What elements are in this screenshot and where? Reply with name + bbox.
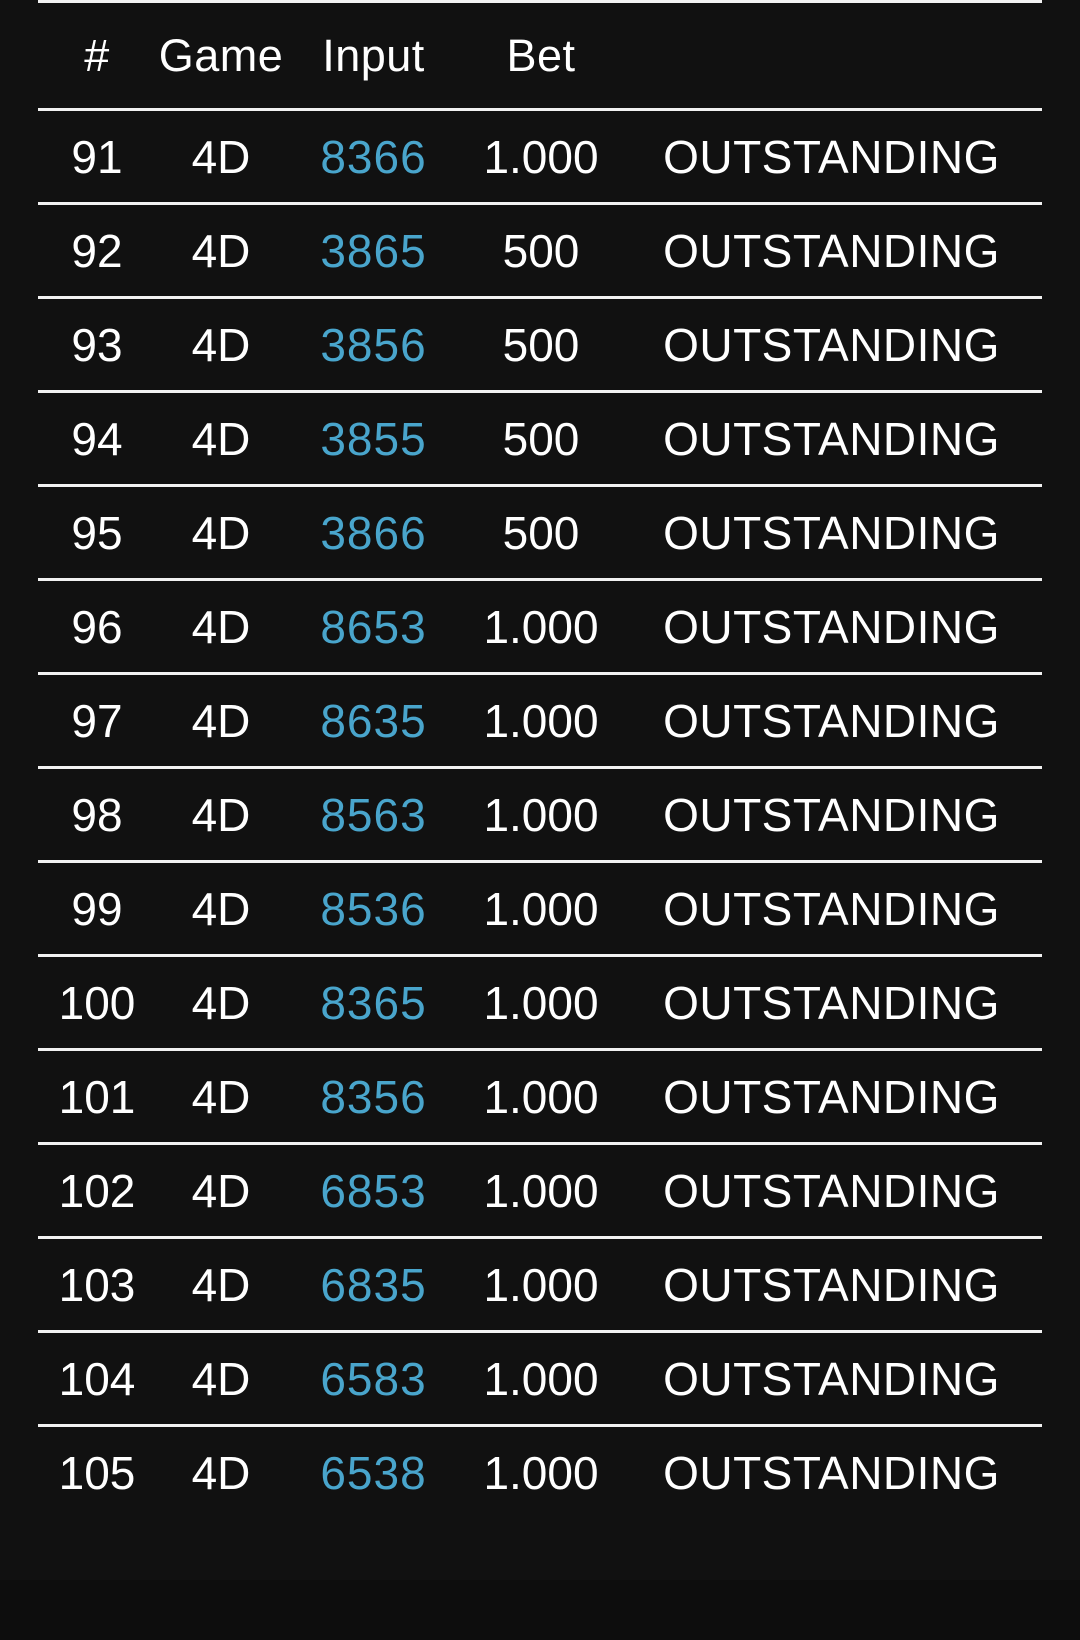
cell-input: 8563	[286, 768, 461, 862]
cell-input: 3856	[286, 298, 461, 392]
cell-input: 8635	[286, 674, 461, 768]
cell-status: OUTSTANDING	[621, 1238, 1042, 1332]
cell-game: 4D	[156, 486, 286, 580]
cell-input: 6853	[286, 1144, 461, 1238]
cell-input: 6835	[286, 1238, 461, 1332]
bottom-edge	[0, 1580, 1080, 1640]
cell-game: 4D	[156, 392, 286, 486]
cell-game: 4D	[156, 580, 286, 674]
cell-status: OUTSTANDING	[621, 298, 1042, 392]
cell-bet: 1.000	[461, 862, 621, 956]
cell-game: 4D	[156, 674, 286, 768]
cell-status: OUTSTANDING	[621, 486, 1042, 580]
cell-input: 8356	[286, 1050, 461, 1144]
table-row[interactable]	[38, 768, 1042, 862]
cell-index: 98	[38, 768, 156, 862]
cell-input: 3865	[286, 204, 461, 298]
cell-input: 6538	[320, 1447, 427, 1500]
cell-status: OUTSTANDING	[621, 1144, 1042, 1238]
cell-status: OUTSTANDING	[621, 1050, 1042, 1144]
cell-bet: 1.000	[461, 1238, 621, 1332]
table-header	[38, 2, 1042, 110]
table-row[interactable]	[38, 1144, 1042, 1238]
table-row[interactable]	[38, 580, 1042, 674]
table-row[interactable]	[38, 1050, 1042, 1144]
cell-input: 8366	[286, 110, 461, 204]
cell-game: 4D	[156, 204, 286, 298]
cell-bet: 500	[461, 298, 621, 392]
table-row[interactable]	[38, 1332, 1042, 1426]
table-row[interactable]	[38, 204, 1042, 298]
cell-bet: 1.000	[461, 1050, 621, 1144]
cell-index: 93	[38, 298, 156, 392]
cell-input: 8365	[286, 956, 461, 1050]
cell-index: 96	[38, 580, 156, 674]
column-header-index: #	[38, 2, 156, 110]
cell-index: 95	[38, 486, 156, 580]
cell-index: 91	[38, 110, 156, 204]
cell-status: OUTSTANDING	[621, 1332, 1042, 1426]
cell-index: 102	[38, 1144, 156, 1238]
cell-index: 103	[38, 1238, 156, 1332]
table-row[interactable]	[38, 298, 1042, 392]
cell-status: OUTSTANDING	[621, 204, 1042, 298]
bet-history-table	[38, 0, 1042, 1520]
cell-game: 4D	[156, 110, 286, 204]
cell-input: 6583	[286, 1332, 461, 1426]
cell-index: 104	[38, 1332, 156, 1426]
cell-game: 4D	[156, 298, 286, 392]
table-row[interactable]	[38, 392, 1042, 486]
table-row[interactable]	[38, 862, 1042, 956]
cell-game: 4D	[156, 862, 286, 956]
cell-bet: 1.000	[461, 956, 621, 1050]
cell-index: 101	[38, 1050, 156, 1144]
cell-bet: 1.000	[461, 674, 621, 768]
table-header-row	[38, 2, 1042, 110]
table-row[interactable]	[38, 486, 1042, 580]
column-header-input: Input	[286, 2, 461, 110]
cell-game: 4D	[156, 1050, 286, 1144]
column-header-game: Game	[156, 2, 286, 110]
cell-game: 4D	[156, 1144, 286, 1238]
cell-status: OUTSTANDING	[621, 674, 1042, 768]
column-header-bet: Bet	[461, 2, 621, 110]
cell-index: 92	[38, 204, 156, 298]
cell-status: OUTSTANDING	[621, 862, 1042, 956]
cell-bet: 1.000	[461, 768, 621, 862]
cell-index: 97	[38, 674, 156, 768]
cell-game: 4D	[156, 768, 286, 862]
table-row[interactable]	[38, 674, 1042, 768]
cell-input: 8536	[286, 862, 461, 956]
table-row[interactable]	[38, 1238, 1042, 1332]
table-row[interactable]	[38, 1426, 1042, 1520]
cell-bet: 1.000	[461, 1144, 621, 1238]
cell-index: 94	[38, 392, 156, 486]
cell-status: OUTSTANDING	[621, 392, 1042, 486]
cell-game: 4D	[156, 1238, 286, 1332]
cell-bet: 500	[461, 486, 621, 580]
table-row[interactable]	[38, 110, 1042, 204]
cell-index: 100	[38, 956, 156, 1050]
cell-status: OUTSTANDING	[621, 956, 1042, 1050]
cell-status: OUTSTANDING	[621, 110, 1042, 204]
cell-game: 4D	[191, 1447, 251, 1500]
cell-status: OUTSTANDING	[621, 768, 1042, 862]
cell-status: OUTSTANDING	[621, 580, 1042, 674]
cell-input: 3866	[286, 486, 461, 580]
cell-index: 99	[38, 862, 156, 956]
cell-bet: 1.000	[461, 580, 621, 674]
cell-bet: 500	[461, 204, 621, 298]
table-body	[38, 110, 1042, 1520]
cell-input: 3855	[286, 392, 461, 486]
table-row[interactable]	[38, 956, 1042, 1050]
cell-input: 8653	[286, 580, 461, 674]
cell-game: 4D	[156, 956, 286, 1050]
cell-bet: 1.000	[483, 1447, 599, 1500]
cell-status: OUTSTANDING	[663, 1447, 1000, 1500]
cell-bet: 500	[461, 392, 621, 486]
column-header-status	[621, 2, 1042, 110]
cell-bet: 1.000	[461, 1332, 621, 1426]
cell-bet: 1.000	[461, 110, 621, 204]
cell-index: 105	[58, 1447, 136, 1500]
cell-game: 4D	[156, 1332, 286, 1426]
